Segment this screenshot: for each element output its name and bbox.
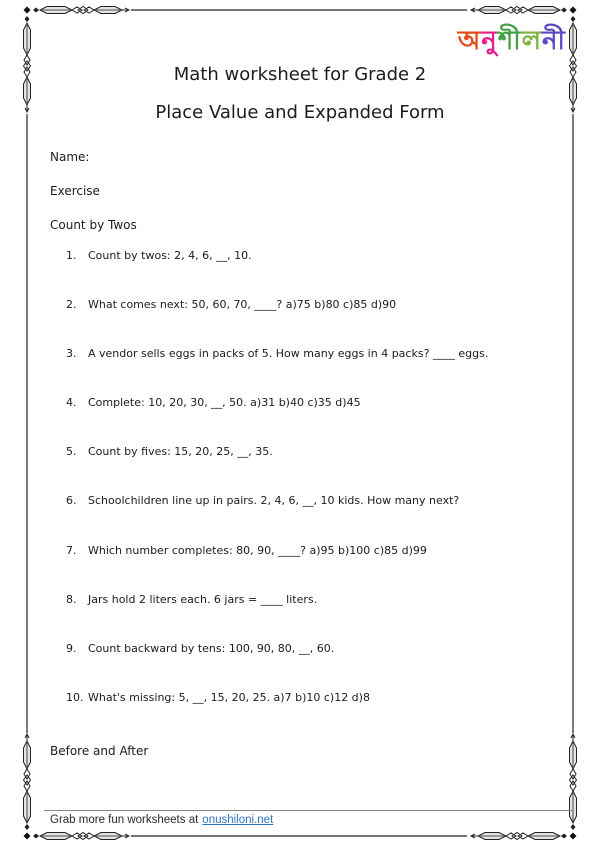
question-text: What's missing: 5, __, 15, 20, 25. a)7 b)10 c)12 d)8	[88, 690, 370, 704]
onushiloni-logo: অনুশীলনী	[457, 26, 566, 56]
question-row	[66, 297, 574, 346]
question-text: Count by twos: 2, 4, 6, __, 10.	[88, 249, 252, 262]
question-number: 7.	[66, 543, 77, 557]
footer-divider	[44, 810, 573, 811]
before-and-after-heading: Before and After	[50, 744, 149, 758]
question-number: 3.	[66, 347, 77, 361]
question-number: 5.	[66, 445, 77, 459]
question-text: Complete: 10, 20, 30, __, 50. a)31 b)40 c)35 d)45	[88, 396, 361, 410]
question-text: Which number completes: 80, 90, ____? a)95 b)100 c)85 d)99	[88, 543, 427, 557]
question-row	[66, 493, 574, 542]
question-number: 9.	[66, 641, 77, 655]
question-row	[66, 346, 574, 395]
question-row	[66, 395, 574, 444]
question-number: 10.	[66, 690, 84, 704]
count-by-twos-heading: Count by Twos	[50, 218, 137, 232]
question-text: What comes next: 50, 60, 70, ____? a)75 b)80 c)85 d)90	[88, 298, 397, 312]
page-subtitle: Place Value and Expanded Form	[155, 102, 445, 123]
question-row	[66, 543, 574, 592]
question-row	[66, 592, 574, 641]
question-text: Schoolchildren line up in pairs. 2, 4, 6, __, 10 kids. How many next?	[88, 494, 460, 508]
exercise-heading: Exercise	[50, 184, 100, 198]
question-text: Count by fives: 15, 20, 25, __, 35.	[88, 445, 273, 459]
footer-text: Grab more fun worksheets at	[50, 814, 199, 826]
question-list	[66, 248, 574, 739]
question-number: 1.	[66, 249, 77, 262]
question-row	[66, 641, 574, 690]
question-text: Jars hold 2 liters each. 6 jars = ____ liters.	[88, 592, 318, 606]
question-text: A vendor sells eggs in packs of 5. How many eggs in 4 packs? ____ eggs.	[88, 347, 489, 361]
question-number: 6.	[66, 494, 77, 508]
question-number: 2.	[66, 298, 77, 312]
footer-link[interactable]: onushiloni.net	[202, 814, 274, 826]
question-number: 4.	[66, 396, 77, 410]
question-row	[66, 444, 574, 493]
footer	[50, 814, 273, 826]
question-row	[66, 690, 574, 739]
page-title: Math worksheet for Grade 2	[173, 64, 427, 85]
name-label: Name:	[50, 150, 90, 164]
question-number: 8.	[66, 592, 77, 606]
question-text: Count backward by tens: 100, 90, 80, __, 60.	[88, 641, 335, 655]
question-row	[66, 248, 574, 297]
